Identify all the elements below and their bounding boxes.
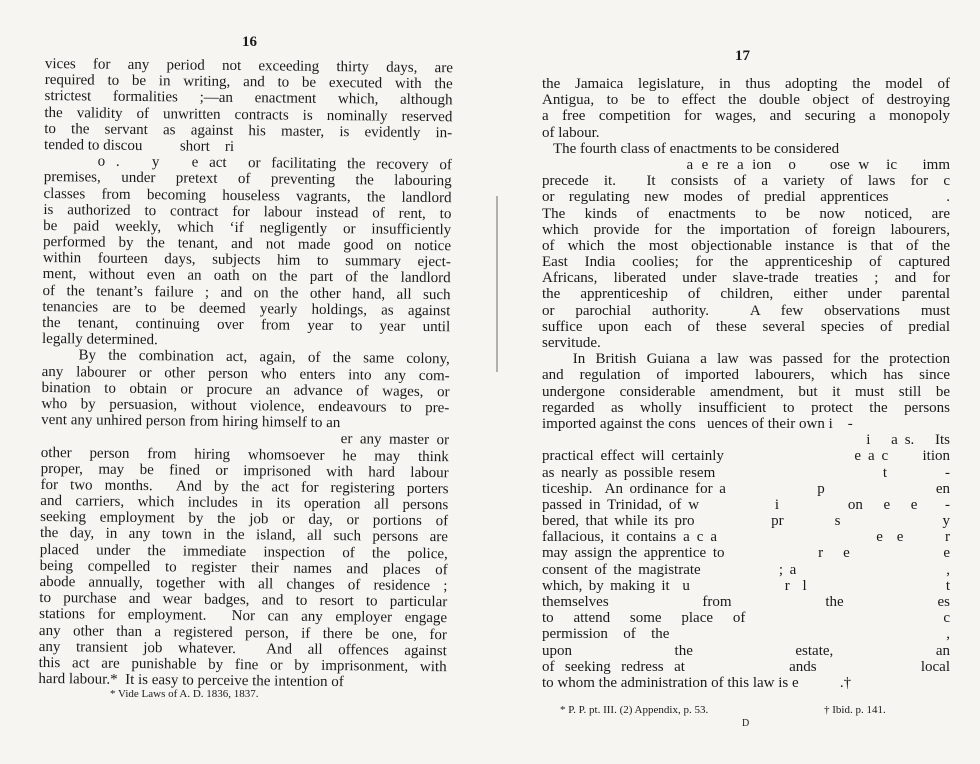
text-line: within fourteen days, subjects him to summary eject- [42,250,451,271]
text-line: the day, in any town in the island, all such persons are [39,525,449,546]
text-line: which provide for the importation of foreign labourers, [542,221,950,238]
right-footnote-2: † Ibid. p. 141. [824,704,886,716]
text-line: undergone considerable amendment, but it must still be [542,383,950,400]
text-line: hard labour.* It is easy to perceive the intention of [38,671,344,691]
text-line: In British Guiana a law was passed for the protection [542,351,950,368]
text-line: other person from hiring whomsoever he may think [40,444,449,465]
text-line: any other than a registered person, if there be one, for [38,622,448,643]
text-line: the Jamaica legislature, in thus adopting the model of [542,76,950,92]
right-page-number: 17 [735,48,750,64]
text-line: to the servant as against his master, is evidently in- [44,120,453,142]
text-line: any labourer or other person who enters into any com- [41,363,450,384]
text-line: Antigua, to be to effect the double object of destroying [542,92,950,109]
text-line: seeking employment by the job or day, or portions of [40,509,449,530]
text-line: be paid weekly, which ‘if negligently or insufficiently [43,217,452,239]
text-line: any transient job whatever. And all offences against [38,638,447,659]
text-line: Africans, liberated under slave-trade treaties ; and for [542,270,950,287]
text-line: tenancies are to be deemed yearly holdings, as against [42,298,451,320]
text-line: The fourth class of enactments to be considered [542,140,840,157]
text-line: of seeking redress at ands local [542,658,950,675]
text-line: o . y e act or facilitating the recovery of [43,153,452,174]
text-line: By the combination act, again, of the same colony, [41,347,450,368]
text-line: tended to discou short ri [43,136,235,155]
text-line: permission of the , [542,626,950,643]
text-line: and regulation of imported labourers, which has since [542,367,950,384]
left-footnote: * Vide Laws of A. D. 1836, 1837. [110,688,259,700]
text-line: proper, may be fined or imprisoned with hard labour [40,460,449,481]
text-line: ticeship. An ordinance for a p en [542,480,950,497]
text-line: legally determined. [41,331,158,349]
text-line: themselves from the es [542,594,950,610]
text-line: being compelled to register their names and places of [39,557,448,579]
text-line: vent any unhired person from hiring himself to an [41,412,341,432]
right-page-text [542,76,950,691]
text-line: or parochial authority. A few observations must [542,302,950,319]
text-line: to whom the administration of this law is e .† [542,674,852,691]
text-line: performed by the tenant, and not made good on notice [42,234,452,255]
text-line: suffice upon each of these several species of predial [542,318,950,335]
text-line: or regulating new modes of predial apprentices . [542,189,950,206]
text-line: is authorized to contract for labour instead of rent, to [43,201,452,222]
text-line: and carriers, which includes in its operation all persons [40,493,449,514]
right-footnotes [560,704,920,716]
text-line: which, by making it u r l t [542,577,950,594]
text-line: practical effect will certainly e a c ition [542,448,950,465]
text-line: abode annually, together with all changes of residence ; [39,573,448,595]
text-line: placed under the immediate inspection of the police, [39,541,448,562]
text-line: bination to obtain or procure an advance of wages, or [41,379,450,401]
text-line: precede it. It consists of a variety of laws for c [542,173,950,190]
text-line: this act are punishable by fine or by imprisonment, with [38,654,447,676]
text-line: of the tenant’s failure ; and on the other hand, all such [42,282,451,303]
text-line: fallacious, it contains a c a e e r [542,529,950,546]
text-line: The kinds of enactments to be now noticed, are [542,205,950,222]
text-line: regarded as wholly insufficient to protect the persons [542,399,950,416]
right-footnote-1: * P. P. pt. III. (2) Appendix, p. 53. [560,704,709,716]
text-line: of labour. [542,124,600,141]
text-line: strictest formalities ;—an enactment which, although [44,88,453,109]
text-line: for two months. And by the act for registering porters [40,476,449,498]
text-line: the tenant, continuing over from year to year until [42,314,451,336]
text-line: upon the estate, an [542,642,950,659]
text-line: a e re a ion o ose w ic imm [542,156,950,173]
text-line: required to be in writing, and to be executed with the [44,72,453,93]
right-page [490,0,980,764]
text-line: a free competition for wages, and securing a monopoly [542,108,950,125]
text-line: the apprenticeship of children, either under parental [542,286,950,303]
text-line: of which the most objectionable instance is that of the [542,237,950,254]
signature-mark: D [742,718,750,729]
text-line: er any master or [40,428,450,449]
text-line: to attend some place of c [542,610,950,627]
text-line: the validity of unwritten contracts is nominally reserved [44,104,453,125]
text-line: classes from becoming houseless vagrants, the landlord [43,185,452,206]
text-line: as nearly as possible resem t - [542,464,950,481]
text-line: consent of the magistrate ; a , [542,561,950,578]
text-line: may assign the apprentice to r e e [542,545,950,562]
text-line: who by persuasion, without violence, endeavours to pre- [41,395,450,417]
text-line: East India coolies; for the apprenticeship of captured [542,254,950,271]
left-page-number: 16 [242,34,257,50]
text-line: passed in Trinidad, of w i on e e - [542,496,950,513]
text-line: ment, without even an oath on the part of the landlord [42,266,451,287]
text-line: imported against the cons uences of their own i - [542,415,853,432]
left-page-text [38,56,453,692]
text-line: premises, under pretext of preventing the labouring [43,169,452,190]
text-line: servitude. [542,335,601,351]
text-line: to purchase and wear badges, and to resort to particular [39,590,448,611]
text-line: vices for any period not exceeding thirty days, are [44,56,453,77]
text-line: bered, that while its pro pr s y [542,513,950,530]
text-line: stations for employment. Nor can any employer engage [39,606,448,627]
text-line: i a s. Its [542,432,950,449]
